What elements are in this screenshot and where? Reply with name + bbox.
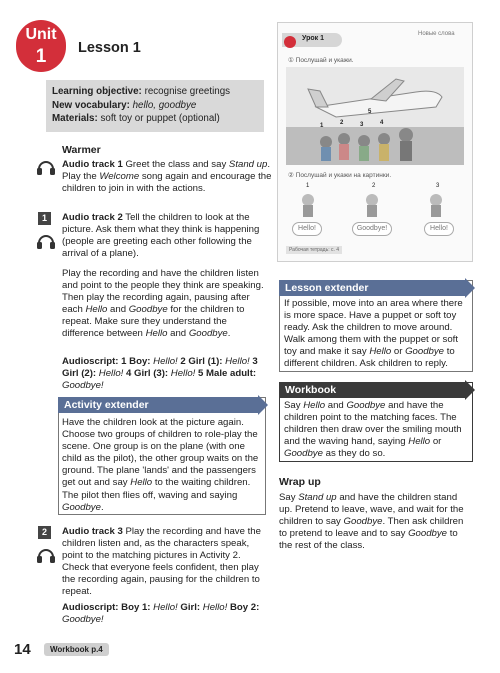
picture-row-illustration [296, 191, 456, 219]
step-1-paragraph [62, 268, 268, 341]
script-line: Hello! [98, 368, 124, 380]
script-speaker: 1 Boy: [121, 356, 151, 367]
audio-track-1-label: Audio track 1 [62, 159, 123, 170]
unit-word: Unit [25, 26, 57, 43]
audioscript-2 [62, 602, 268, 626]
wu-goodbye-2: Goodbye [408, 528, 448, 540]
script-line: Goodbye! [62, 614, 104, 626]
workbook-reference: Workbook p.4 [44, 643, 109, 656]
script-line: Goodbye! [62, 380, 104, 392]
para-goodbye-2: Goodbye [188, 328, 228, 340]
picture-number: 2 [372, 183, 376, 189]
textbook-task-1: ① Послушай и укажи. [288, 57, 354, 64]
wb-text-a: Say [284, 400, 301, 411]
activity-extender-text [62, 417, 262, 514]
audio-track-2-body: Tell the children to look at the picture. Ask them what they think is happening (people are greeting each other following the arrival of a plane). [62, 212, 260, 260]
vocab-text: hello, goodbye [132, 99, 197, 111]
script-speaker: Girl: [180, 602, 201, 613]
materials-text: soft toy or puppet (optional) [100, 113, 220, 125]
audioscript-label: Audioscript: [62, 356, 119, 367]
textbook-task-2: ② Послушай и укажи на картинки. [288, 172, 392, 179]
unit-badge [16, 20, 66, 72]
warmer-text [62, 159, 272, 195]
textbook-unit-dot [284, 36, 296, 48]
workbook-heading: Workbook [279, 382, 465, 398]
page-number: 14 [14, 641, 31, 658]
task-2-text: Послушай и укажи на картинки. [295, 172, 392, 179]
picture-number: 3 [436, 183, 440, 189]
scene-number: 1 [320, 123, 324, 129]
task-1-text: Послушай и укажи. [295, 57, 354, 64]
wb-and: and [327, 400, 344, 411]
unit-number: 1 [35, 46, 47, 67]
script-speaker: 3 Girl (2): [62, 356, 258, 380]
script-line: Hello! [153, 602, 178, 613]
materials-label: Materials: [52, 113, 98, 125]
wu-text-d: to the rest of the class. [279, 528, 458, 552]
scene-number: 4 [380, 120, 384, 126]
wb-goodbye: Goodbye [346, 400, 386, 411]
wu-text-c: . Then ask children to pretend to leave and to say [279, 516, 464, 540]
objective-text: recognise greetings [144, 86, 231, 97]
headphones-icon [36, 546, 56, 564]
wb-or: or [432, 436, 442, 448]
workbook-text [284, 400, 470, 460]
audio-track-3-body: Play the recording and have the children listen and, as the characters speak, point to the matching pictures in Activity 2. Check that everyone feels confident, then play the recording again, pausing for the children to repeat. [62, 526, 261, 598]
arrow-marker [465, 278, 475, 298]
wu-text-a: Say [279, 492, 296, 503]
arrow-marker [465, 380, 475, 400]
script-speaker: Boy 1: [121, 602, 151, 613]
para-b: for the children to repeat. Make sure they understand the difference between [62, 304, 245, 340]
para-and-2: and [170, 328, 187, 340]
para-and: and [110, 304, 127, 316]
para-end: . [227, 328, 231, 340]
script-line: Hello! [153, 356, 178, 367]
script-speaker: 4 Girl (3): [126, 368, 169, 380]
objective-box [46, 80, 264, 132]
warmer-text-a: Greet the class and say [125, 159, 227, 170]
scene-number: 5 [368, 109, 372, 115]
audioscript-1 [62, 356, 270, 392]
script-line: Hello! [225, 356, 250, 367]
textbook-footer: Рабочая тетрадь: с. 4 [286, 246, 342, 254]
ae-text-a: Have the children look at the picture again. Choose two groups of children to role-play the scene. One group is on the plane (with one child as the pilot), the other group waits on the ground. The plane 'lands' and the passengers get out and say [62, 417, 259, 489]
warmer-text-c: . Play the [62, 159, 271, 183]
para-goodbye: Goodbye [128, 304, 168, 316]
para-hello-2: Hello [145, 328, 168, 340]
le-or: or [393, 346, 403, 358]
script-speaker: 5 Male adult: [198, 368, 257, 380]
textbook-new-words: Новые слова [418, 31, 455, 37]
speech-bubble-1: Hello! [292, 222, 322, 236]
le-goodbye: Goodbye [405, 346, 445, 358]
step-1-number: 1 [38, 212, 51, 225]
wb-text-b: and have the children point to the matching faces. The children then draw over the smiling mouth and the waving hand, saying [284, 400, 462, 448]
speech-bubble-2: Goodbye! [352, 222, 392, 236]
headphones-icon [36, 232, 56, 250]
step-2-number: 2 [38, 526, 51, 539]
lesson-extender-heading: Lesson extender [279, 280, 465, 296]
speech-bubble-3: Hello! [424, 222, 454, 236]
wu-text-b: and have the children stand up. Pretend to leave, wave, and wait for the children to say [279, 492, 464, 528]
scene-number: 2 [340, 120, 344, 126]
warmer-text-b: Stand up [228, 159, 268, 170]
wb-goodbye-2: Goodbye [284, 448, 323, 460]
ae-goodbye: Goodbye [62, 501, 101, 513]
wb-hello-2: Hello [408, 436, 431, 448]
vocab-label: New vocabulary: [52, 99, 130, 111]
le-hello: Hello [369, 346, 392, 358]
wu-goodbye: Goodbye [343, 516, 383, 528]
textbook-lesson-label: Урок 1 [302, 35, 324, 42]
wb-hello: Hello [303, 400, 326, 411]
ae-hello: Hello [130, 477, 153, 489]
le-text-a: If possible, move into an area where there is more space. Have a puppet or soft toy ready. Ask the children to move around. Walk among them with the puppet or soft toy and make it say [284, 298, 463, 358]
audio-track-2-label: Audio track 2 [62, 212, 123, 223]
audio-track-3-text [62, 526, 268, 599]
activity-extender-heading: Activity extender [58, 397, 258, 413]
warmer-text-d: Welcome [99, 171, 140, 183]
wrap-up-text [279, 492, 471, 552]
para-a: Play the recording and have the children listen and point to the people they think are speaking. Then play the recording again, pausing after each [62, 268, 264, 316]
arrow-marker [258, 395, 268, 415]
ae-end: . [100, 501, 104, 513]
audio-track-3-label: Audio track 3 [62, 526, 123, 537]
para-hello: Hello [85, 304, 108, 316]
lesson-title: Lesson 1 [78, 40, 141, 56]
airport-scene-illustration [286, 67, 464, 165]
wb-text-c: as they do so. [325, 448, 386, 460]
warmer-text-e: song again and encourage the children to join in with the actions. [62, 171, 272, 195]
lesson-extender-text [284, 298, 470, 371]
script-speaker: Boy 2: [229, 602, 260, 613]
wrap-up-heading: Wrap up [279, 476, 321, 488]
audio-track-2-text [62, 212, 270, 260]
script-line: Hello! [202, 602, 228, 613]
script-line: Hello! [170, 368, 196, 380]
warmer-heading: Warmer [62, 144, 101, 156]
objective-label: Learning objective: [52, 86, 142, 97]
le-text-b: to different children. Ask children to reply. [284, 346, 455, 370]
textbook-page-thumbnail [277, 22, 473, 262]
headphones-icon [36, 158, 56, 176]
ae-text-b: to the waiting children. The pilot then flies off, waving and saying [62, 477, 251, 501]
scene-number: 3 [360, 122, 364, 128]
audioscript-label: Audioscript: [62, 602, 119, 613]
picture-number: 1 [306, 183, 310, 189]
script-speaker: 2 Girl (1): [180, 356, 223, 367]
wu-standup: Stand up [298, 492, 337, 503]
